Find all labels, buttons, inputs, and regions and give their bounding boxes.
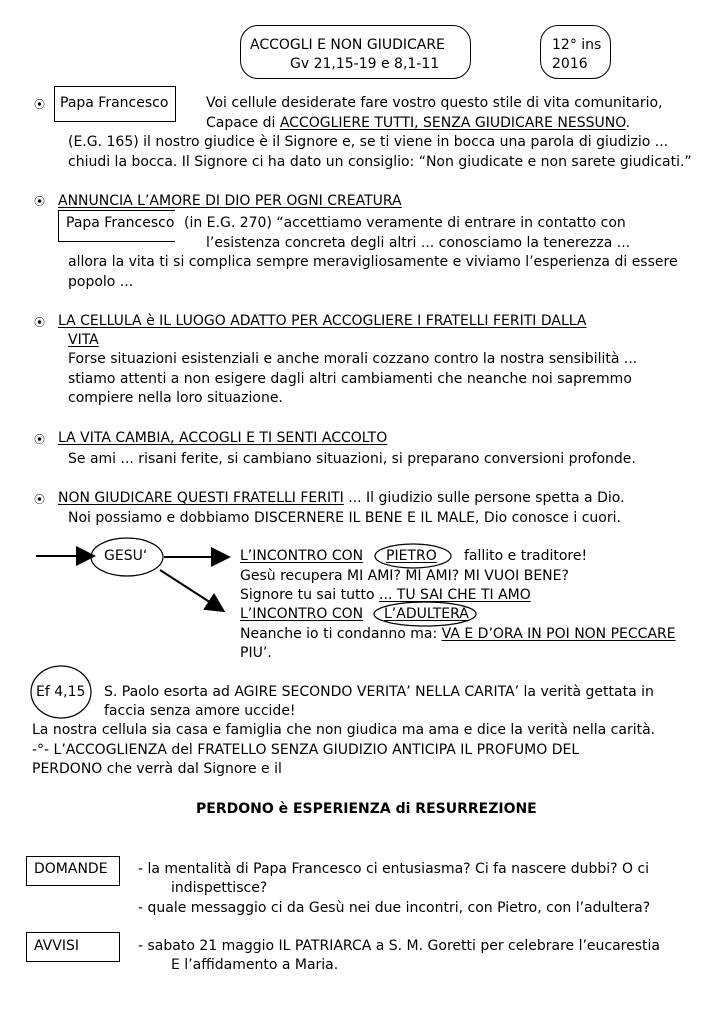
gesu-line4: PIU’. xyxy=(240,645,272,661)
domande-line2: indispettisce? xyxy=(171,880,268,896)
incontro2-prefix: L’INCONTRO CON xyxy=(240,606,364,622)
papa-francesco-label: Papa Francesco xyxy=(66,215,175,231)
section3-line2: stiamo attenti a non esigere dagli altri cambiamenti che neanche noi sapremmo xyxy=(68,371,632,387)
incontro2-name: L’ADULTERA xyxy=(384,606,469,622)
section3-heading-line2: VITA xyxy=(68,332,99,348)
section2-line4: popolo ... xyxy=(68,274,134,290)
gesu-line1: Gesù recupera MI AMI? MI AMI? MI VUOI BENE? xyxy=(240,568,569,584)
section2-line3: allora la vita ti si complica sempre meravigliosamente e viviamo l’esperienza di essere xyxy=(68,254,678,270)
ef-line4: -°- L’ACCOGLIENZA del FRATELLO SENZA GIUDIZIO ANTICIPA IL PROFUMO DEL xyxy=(32,742,580,758)
ef-line2: faccia senza amore uccide! xyxy=(104,703,296,719)
section4-heading: LA VITA CAMBIA, ACCOGLI E TI SENTI ACCOLTO xyxy=(58,430,388,446)
title-line2: Gv 21,15-19 e 8,1-11 xyxy=(290,56,440,72)
section1-line3: (E.G. 165) il nostro giudice è il Signore e, se ti viene in bocca una parola di giudizio ... xyxy=(68,134,669,150)
section3-heading-line1: LA CELLULA è IL LUOGO ADATTO PER ACCOGLIERE I FRATELLI FERITI DALLA xyxy=(58,313,587,329)
section2-heading: ANNUNCIA L’AMORE DI DIO PER OGNI CREATURA xyxy=(58,193,402,209)
domande-line3: - quale messaggio ci da Gesù nei due incontri, con Pietro, con l’adultera? xyxy=(138,900,651,916)
section1-line1: Voi cellule desiderate fare vostro questo stile di vita comunitario, xyxy=(206,95,663,111)
section5-heading-line: NON GIUDICARE QUESTI FRATELLI FERITI ... Il giudizio sulle persone spetta a Dio. xyxy=(58,490,625,506)
bullet-icon: ⦿ xyxy=(34,316,45,329)
title-line1: ACCOGLI E NON GIUDICARE xyxy=(250,37,445,53)
arrow-to-adultera xyxy=(160,570,222,610)
date-line1: 12° ins xyxy=(552,37,602,53)
gesu-line3: Neanche io ti condanno ma: VA E D’ORA IN POI NON PECCARE xyxy=(240,626,676,642)
gesu-label: GESU‘ xyxy=(104,548,148,564)
papa-francesco-label: Papa Francesco xyxy=(60,95,169,111)
perdono-heading: PERDONO è ESPERIENZA di RESURREZIONE xyxy=(196,801,537,817)
section1-line2: Capace di ACCOGLIERE TUTTI, SENZA GIUDICARE NESSUNO. xyxy=(206,115,631,131)
ef-line1: S. Paolo esorta ad AGIRE SECONDO VERITA’ NELLA CARITA’ la verità gettata in xyxy=(104,684,654,700)
ef-line3: La nostra cellula sia casa e famiglia che non giudica ma ama e dice la verità nella carità. xyxy=(32,722,656,738)
date-line2: 2016 xyxy=(552,56,588,72)
avvisi-line2: E l’affidamento a Maria. xyxy=(171,957,339,973)
bullet-icon: ⦿ xyxy=(34,98,45,111)
section1-line2-underlined: ACCOGLIERE TUTTI, SENZA GIUDICARE NESSUNO xyxy=(279,115,626,131)
avvisi-line1: - sabato 21 maggio IL PATRIARCA a S. M. Goretti per celebrare l’eucarestia xyxy=(138,938,660,954)
section2-line1: (in E.G. 270) “accettiamo veramente di entrare in contatto con xyxy=(184,215,626,231)
gesu-line3-underlined: VA E D’ORA IN POI NON PECCARE xyxy=(441,626,676,642)
gesu-line2-underlined: ... TU SAI CHE TI AMO xyxy=(379,587,531,603)
incontro1-suffix: fallito e traditore! xyxy=(464,548,588,564)
domande-line1: - la mentalità di Papa Francesco ci entusiasma? Ci fa nascere dubbi? O ci xyxy=(138,861,650,877)
bullet-icon: ⦿ xyxy=(34,433,45,446)
incontro1-prefix: L’INCONTRO CON xyxy=(240,548,364,564)
section5-heading: NON GIUDICARE QUESTI FRATELLI FERITI xyxy=(58,490,344,506)
gesu-line2: Signore tu sai tutto ... TU SAI CHE TI AMO xyxy=(240,587,531,603)
ef-line5: PERDONO che verrà dal Signore e il xyxy=(32,761,282,777)
ef-label: Ef 4,15 xyxy=(36,684,86,700)
section5-line1: Noi possiamo e dobbiamo DISCERNERE IL BENE E IL MALE, Dio conosce i cuori. xyxy=(68,510,621,526)
section3-line1: Forse situazioni esistenziali e anche morali cozzano contro la nostra sensibilità ... xyxy=(68,351,638,367)
section3-line3: compiere nella loro situazione. xyxy=(68,390,283,406)
incontro1-name: PIETRO xyxy=(386,548,437,564)
avvisi-label: AVVISI xyxy=(34,938,79,954)
section1-line4: chiudi la bocca. Il Signore ci ha dato un consiglio: “Non giudicate e non sarete giudicati.” xyxy=(68,154,692,170)
bullet-icon: ⦿ xyxy=(34,195,45,208)
bullet-icon: ⦿ xyxy=(34,493,45,506)
section2-line2: l’esistenza concreta degli altri ... conosciamo la tenerezza ... xyxy=(206,235,631,251)
section4-line1: Se ami ... risani ferite, si cambiano situazioni, si preparano conversioni profonde. xyxy=(68,451,636,467)
domande-label: DOMANDE xyxy=(34,861,108,877)
